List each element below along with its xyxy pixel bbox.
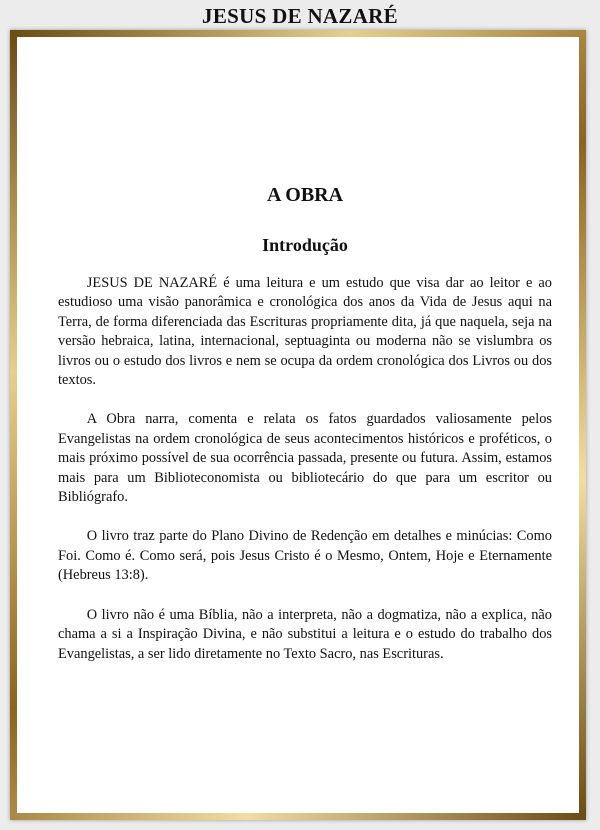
- document-body: [58, 180, 552, 684]
- document-header-title: JESUS DE NAZARÉ: [202, 4, 398, 28]
- paragraph-3: O livro traz parte do Plano Divino de Redenção em detalhes e minúcias: Como Foi. Como é. Como será, pois Jesus Cristo é o Mesmo, Ontem, Hoje e Eternamente (Hebreus 13:8).: [58, 528, 552, 584]
- subtitle: Introdução: [262, 235, 348, 255]
- paragraph-1: JESUS DE NAZARÉ é uma leitura e um estudo que visa dar ao leitor e ao estudioso uma visão panorâmica e cronológica dos anos da Vida de Jesus aqui na Terra, de forma diferenciada das Escrituras propriamente dita, já que naquela, seja na versão hebraica, latina, internacional, septuaginta ou moderna não se vislumbra os livros ou o estudo dos livros e nem se ocupa da ordem cronológica dos Livros ou dos textos.: [58, 275, 552, 389]
- paragraph-2: A Obra narra, comenta e relata os fatos guardados valiosamente pelos Evangelistas na ordem cronológica de seus acontecimentos históricos e proféticos, o mais próximo possível de sua ocorrência passada, presente ou futura. Assim, estamos mais para um Biblioteconomista ou bibliotecário do que para um escritor ou Bibliógrafo.: [58, 411, 552, 506]
- paragraph-4: O livro não é uma Bíblia, não a interpreta, não a dogmatiza, não a explica, não chama a si a Inspiração Divina, e não substitui a leitura e o estudo do trabalho dos Evangelistas, a ser lido diretamente no Texto Sacro, nas Escrituras.: [58, 606, 552, 662]
- section-title: A OBRA: [266, 184, 344, 206]
